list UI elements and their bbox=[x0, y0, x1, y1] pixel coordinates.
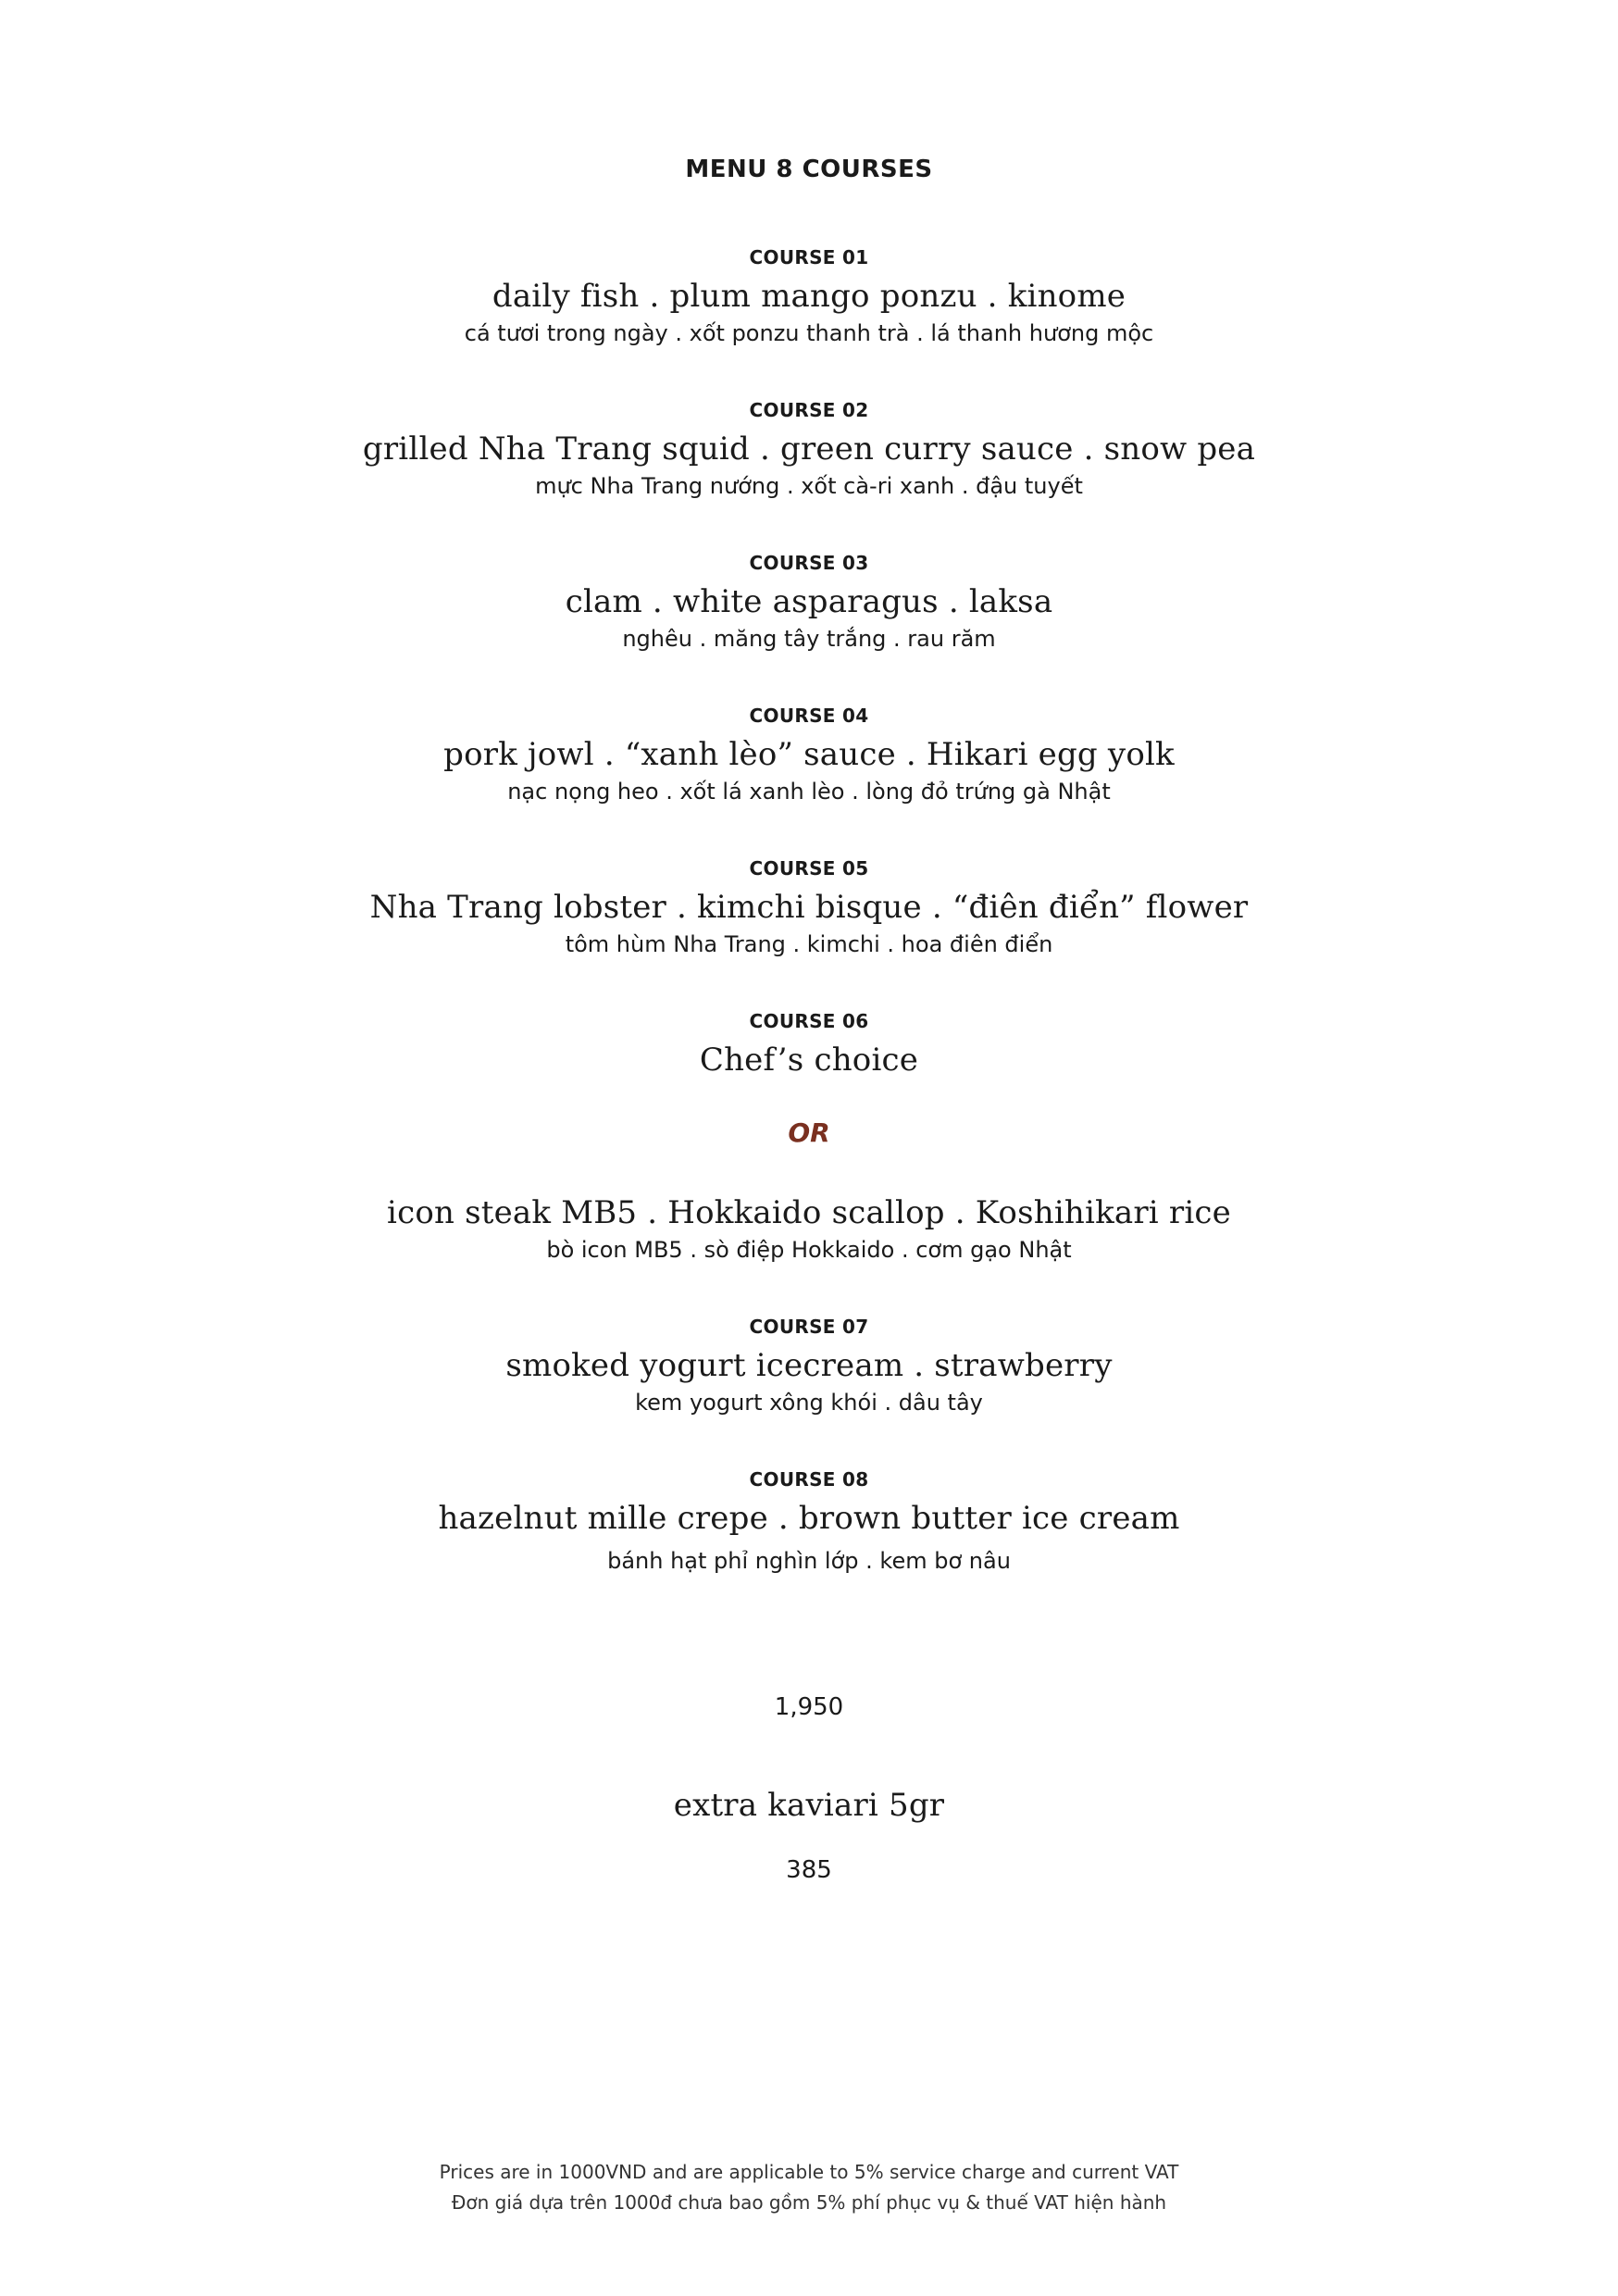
dish-name-vn: mực Nha Trang nướng . xốt cà-ri xanh . đậu tuyết bbox=[535, 473, 1083, 499]
course-label: COURSE 02 bbox=[749, 399, 869, 421]
course-label: COURSE 01 bbox=[749, 246, 869, 268]
dish-name-vn: bánh hạt phỉ nghìn lớp . kem bơ nâu bbox=[607, 1548, 1011, 1574]
menu-price: 1,950 bbox=[774, 1693, 844, 1721]
dish-name-en: pork jowl . “xanh lèo” sauce . Hikari egg yolk bbox=[443, 736, 1175, 773]
extra-item-price: 385 bbox=[786, 1856, 832, 1884]
menu-title: MENU 8 COURSES bbox=[685, 156, 933, 183]
dish-name-en: Nha Trang lobster . kimchi bisque . “điên điển” flower bbox=[369, 889, 1249, 926]
dish-name-vn: tôm hùm Nha Trang . kimchi . hoa điên điển bbox=[565, 931, 1053, 957]
footer-note-en: Prices are in 1000VND and are applicable to 5% service charge and current VAT bbox=[439, 2161, 1179, 2183]
course-label: COURSE 07 bbox=[749, 1316, 869, 1338]
dish-name-en: hazelnut mille crepe . brown butter ice cream bbox=[438, 1500, 1180, 1537]
dish-name-vn: nạc nọng heo . xốt lá xanh lèo . lòng đỏ trứng gà Nhật bbox=[507, 779, 1111, 805]
dish-name-en-alt: icon steak MB5 . Hokkaido scallop . Koshihikari rice bbox=[387, 1194, 1231, 1231]
course-label: COURSE 06 bbox=[749, 1010, 869, 1032]
dish-name-en: smoked yogurt icecream . strawberry bbox=[505, 1347, 1113, 1384]
dish-name-en: daily fish . plum mango ponzu . kinome bbox=[492, 278, 1126, 315]
extra-item-label: extra kaviari 5gr bbox=[673, 1787, 945, 1824]
course-label: COURSE 08 bbox=[749, 1468, 869, 1491]
course-label: COURSE 04 bbox=[749, 705, 869, 727]
footer-note-vn: Đơn giá dựa trên 1000đ chưa bao gồm 5% phí phục vụ & thuế VAT hiện hành bbox=[451, 2191, 1167, 2214]
dish-name-vn: kem yogurt xông khói . dâu tây bbox=[635, 1390, 983, 1416]
dish-name-vn: cá tươi trong ngày . xốt ponzu thanh trà . lá thanh hương mộc bbox=[464, 320, 1154, 346]
course-label: COURSE 05 bbox=[749, 857, 869, 880]
course-label: COURSE 03 bbox=[749, 552, 869, 574]
dish-name-vn-alt: bò icon MB5 . sò điệp Hokkaido . cơm gạo Nhật bbox=[546, 1237, 1072, 1263]
dish-name-en: Chef’s choice bbox=[699, 1042, 919, 1079]
or-divider: OR bbox=[788, 1117, 830, 1148]
dish-name-en: clam . white asparagus . laksa bbox=[565, 583, 1053, 620]
dish-name-en: grilled Nha Trang squid . green curry sauce . snow pea bbox=[362, 430, 1256, 468]
dish-name-vn: nghêu . măng tây trắng . rau răm bbox=[622, 626, 996, 652]
